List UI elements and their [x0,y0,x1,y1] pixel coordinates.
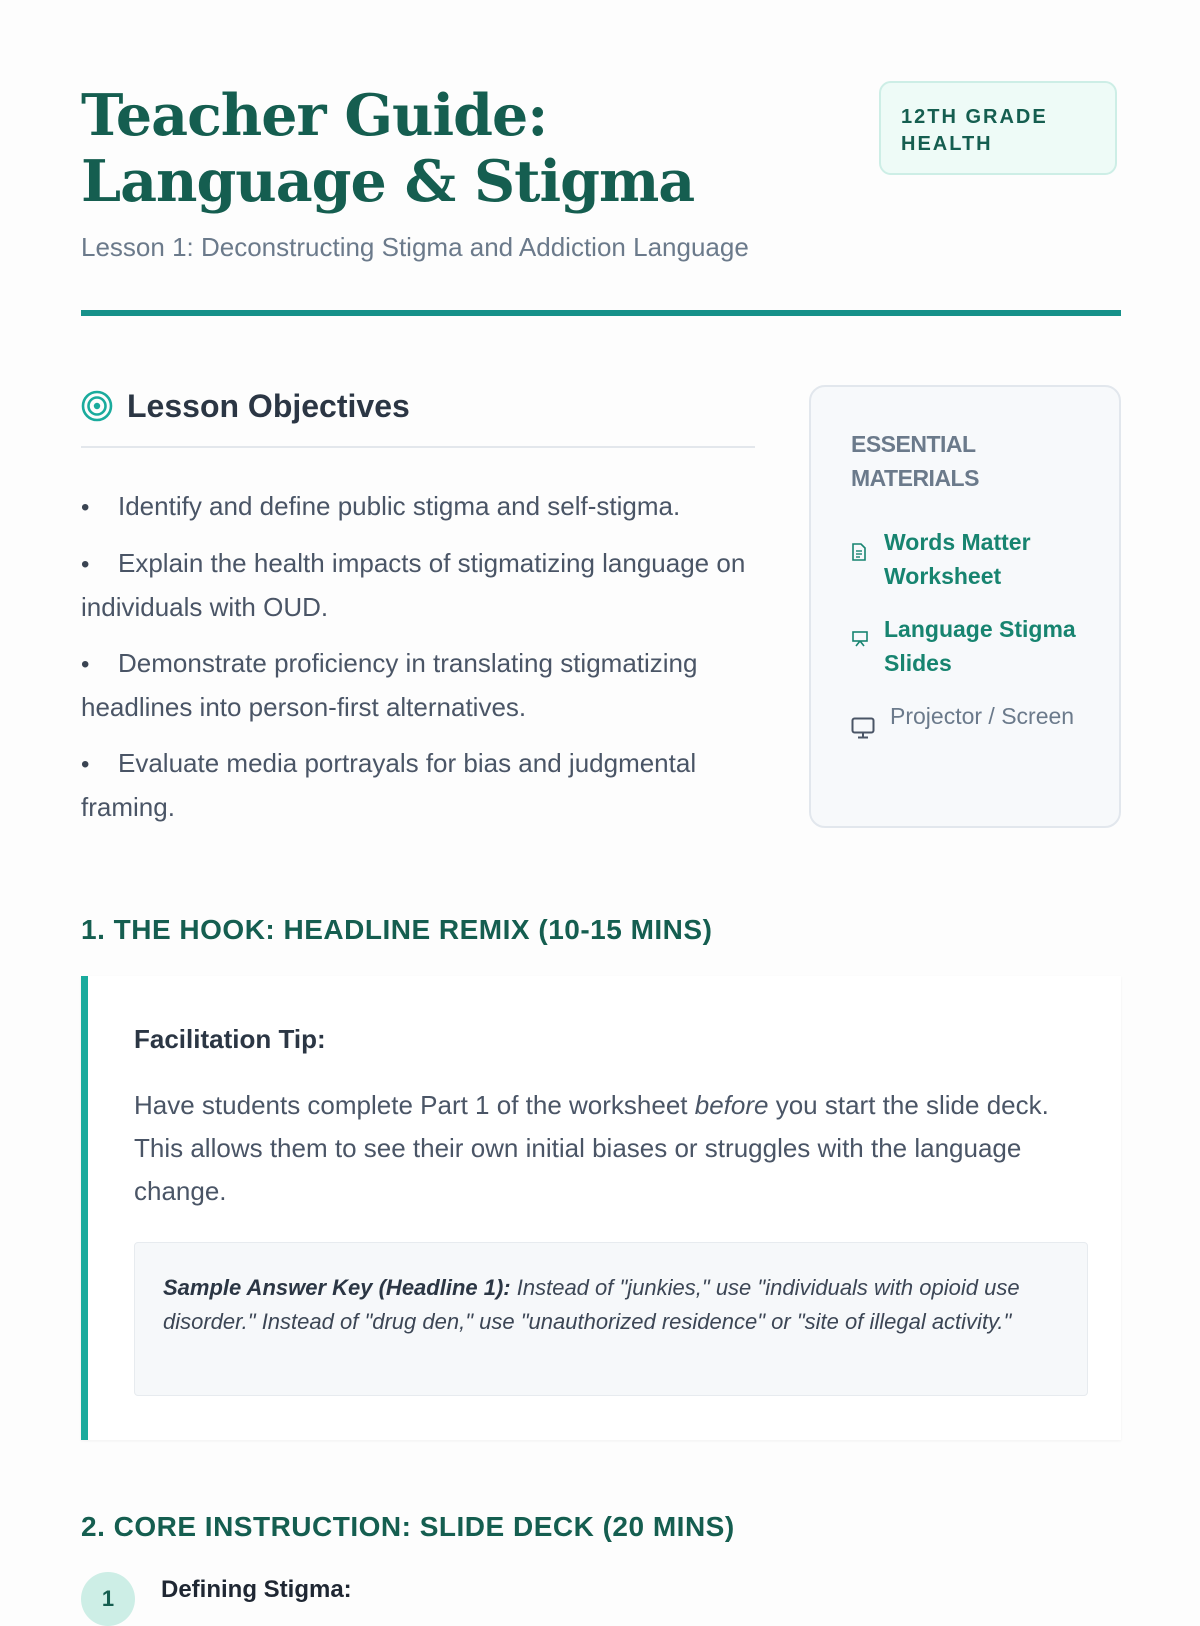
objective-item: • Explain the health impacts of stigmatizing language on individuals with OUD. [81,542,761,629]
step-number-badge: 1 [81,1572,135,1626]
document-icon [851,543,867,561]
answer-key-box [134,1242,1088,1396]
objectives-heading: Lesson Objectives [127,388,410,424]
objective-item: • Identify and define public stigma and self-stigma. [81,485,761,529]
worksheet-link[interactable] [851,525,1089,593]
materials-heading: ESSENTIAL MATERIALS [851,431,979,491]
materials-card [809,385,1121,828]
target-icon [81,390,113,422]
page-title: Teacher Guide: Language & Stigma [81,82,695,215]
objectives-header [81,386,755,448]
slides-link[interactable] [851,612,1089,680]
presentation-icon [851,630,869,648]
header-divider [81,310,1121,316]
lesson-subtitle: Lesson 1: Deconstructing Stigma and Addiction Language [81,232,749,262]
objectives-list [81,485,761,842]
monitor-icon [851,717,875,739]
worksheet-label[interactable]: Words Matter Worksheet [884,529,1031,589]
answer-key-label: Sample Answer Key (Headline 1): [163,1275,511,1300]
core-section-heading: 2. CORE INSTRUCTION: SLIDE DECK (20 MINS) [81,1511,735,1542]
tip-text [134,1084,1084,1213]
hook-section-heading: 1. THE HOOK: HEADLINE REMIX (10-15 MINS) [81,914,713,945]
projector-item [851,699,1089,733]
slides-label[interactable]: Language Stigma Slides [884,616,1076,676]
facilitation-tip-box [81,976,1121,1440]
tip-emphasis: before [694,1090,769,1120]
tip-text-end: you start the slide deck. This allows them to see their own initial biases or struggles with the language change. [134,1090,1049,1206]
tip-label: Facilitation Tip: [134,1024,326,1054]
objective-item: • Demonstrate proficiency in translating stigmatizing headlines into person-first alternatives. [81,642,761,729]
grade-badge: 12TH GRADE HEALTH [879,81,1117,175]
tip-text-start: Have students complete Part 1 of the worksheet [134,1090,695,1120]
projector-label: Projector / Screen [890,703,1075,729]
objective-item: • Evaluate media portrayals for bias and judgmental framing. [81,742,761,829]
step-title: Defining Stigma: [161,1576,352,1603]
answer-key-text: Instead of "junkies," use "individuals with opioid use disorder." Instead of "drug den," use "unauthorized residence" or "site of illegal activity." [163,1275,1020,1334]
